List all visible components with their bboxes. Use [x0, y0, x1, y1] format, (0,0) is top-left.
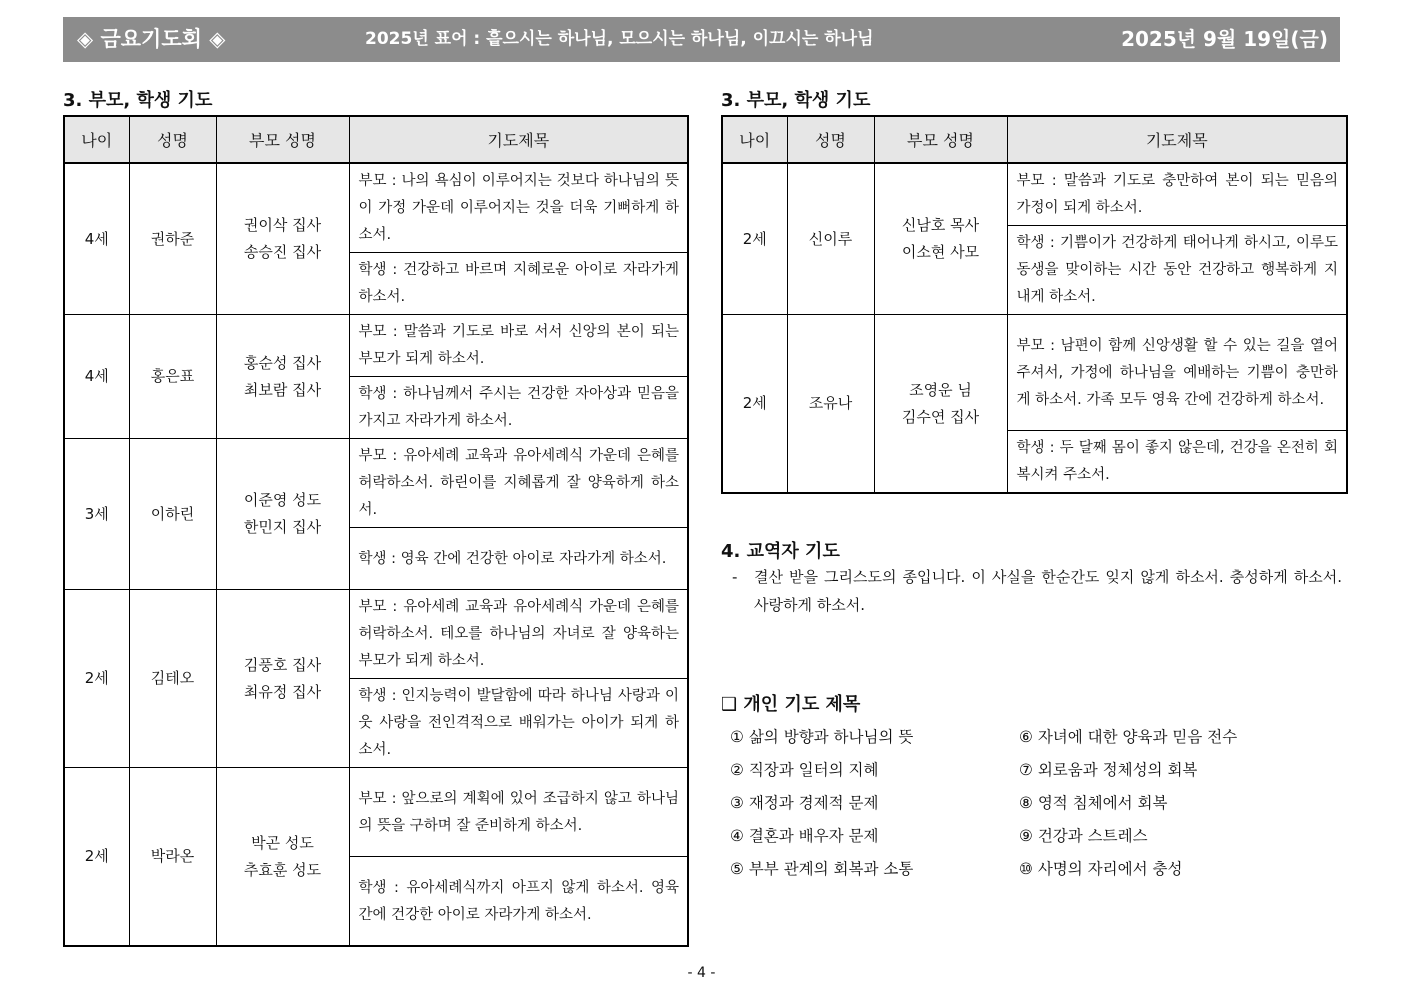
parents-cell	[216, 163, 349, 315]
parent-name: 홍순성 집사	[243, 353, 322, 372]
pastor-prayer	[732, 563, 1342, 619]
student-prayer: 학생 : 유아세례식까지 아프지 않게 하소서. 영육 간에 건강한 아이로 자라가게 하소서.	[349, 857, 688, 947]
table-header-row	[722, 116, 1347, 163]
student-prayer: 학생 : 하나님께서 주시는 건강한 자아상과 믿음을 가지고 자라가게 하소서.	[349, 377, 688, 439]
table-row	[64, 590, 688, 679]
age-cell: 2세	[722, 163, 787, 315]
age-cell: 4세	[64, 163, 129, 315]
student-prayer: 학생 : 두 달째 몸이 좋지 않은데, 건강을 온전히 회복시켜 주소서.	[1007, 431, 1347, 494]
age-cell: 2세	[64, 768, 129, 947]
page-number: - 4 -	[687, 965, 716, 981]
table-row	[722, 315, 1347, 431]
col-header-parents: 부모 성명	[216, 116, 349, 163]
parent-name: 이소현 사모	[901, 243, 980, 261]
pastor-prayer-text: 결산 받을 그리스도의 종입니다. 이 사실을 한순간도 잊지 않게 하소서. 충성하게 하소서. 사랑하게 하소서.	[754, 568, 1342, 614]
parents-cell	[216, 439, 349, 590]
parent-name: 신남호 목사	[901, 216, 980, 234]
right-prayer-table	[721, 115, 1348, 494]
header-motto: 2025년 표어 : 흩으시는 하나님, 모으시는 하나님, 이끄시는 하나님	[365, 29, 874, 49]
name-cell: 조유나	[787, 315, 874, 494]
list-item: ③ 재정과 경제적 문제	[730, 794, 879, 812]
age-cell: 3세	[64, 439, 129, 590]
parent-prayer: 부모 : 말씀과 기도로 바로 서서 신앙의 본이 되는 부모가 되게 하소서.	[349, 315, 688, 377]
header-date: 2025년 9월 19일(금)	[1121, 27, 1328, 51]
parents-cell	[216, 315, 349, 439]
parent-name: 김수연 집사	[901, 407, 980, 426]
parent-name: 박곤 성도	[251, 833, 314, 852]
left-section-title: 3. 부모, 학생 기도	[63, 90, 213, 111]
pastor-section-title: 4. 교역자 기도	[721, 541, 840, 562]
name-cell: 홍은표	[129, 315, 216, 439]
parents-cell	[874, 163, 1007, 315]
parent-name: 조영운 님	[909, 380, 972, 399]
personal-section-title: ❑ 개인 기도 제목	[721, 694, 861, 715]
age-cell: 2세	[722, 315, 787, 494]
student-prayer: 학생 : 인지능력이 발달함에 따라 하나님 사랑과 이웃 사랑을 전인격적으로 배워가는 아이가 되게 하소서.	[349, 679, 688, 768]
parent-name: 추효훈 성도	[243, 860, 322, 879]
col-header-prayer: 기도제목	[349, 116, 688, 163]
dash-marker: -	[732, 568, 738, 586]
age-cell: 4세	[64, 315, 129, 439]
name-cell: 이하린	[129, 439, 216, 590]
age-cell: 2세	[64, 590, 129, 768]
parent-name: 송승진 집사	[243, 243, 322, 261]
name-cell: 박라온	[129, 768, 216, 947]
list-item: ① 삶의 방향과 하나님의 뜻	[730, 728, 914, 746]
parent-prayer: 부모 : 유아세례 교육과 유아세례식 가운데 은혜를 허락하소서. 테오를 하나님의 자녀로 잘 양육하는 부모가 되게 하소서.	[349, 590, 688, 679]
list-item: ⑩ 사명의 자리에서 충성	[1019, 860, 1183, 878]
col-header-parents: 부모 성명	[874, 116, 1007, 163]
left-prayer-table	[63, 115, 689, 947]
table-row	[64, 163, 688, 253]
list-item: ⑨ 건강과 스트레스	[1019, 827, 1148, 845]
name-cell: 권하준	[129, 163, 216, 315]
student-prayer: 학생 : 건강하고 바르며 지혜로운 아이로 자라가게 하소서.	[349, 253, 688, 315]
student-prayer: 학생 : 영육 간에 건강한 아이로 자라가게 하소서.	[349, 528, 688, 590]
parent-prayer: 부모 : 남편이 함께 신앙생활 할 수 있는 길을 열어 주셔서, 가정에 하나님을 예배하는 기쁨이 충만하게 하소서. 가족 모두 영육 간에 건강하게 하소서.	[1007, 315, 1347, 431]
parent-name: 김풍호 집사	[243, 655, 322, 674]
table-row	[722, 163, 1347, 226]
parent-prayer: 부모 : 앞으로의 계획에 있어 조급하지 않고 하나님의 뜻을 구하며 잘 준비하게 하소서.	[349, 768, 688, 857]
parents-cell	[216, 590, 349, 768]
name-cell: 김테오	[129, 590, 216, 768]
personal-list-left	[730, 724, 913, 889]
list-item: ⑧ 영적 침체에서 회복	[1019, 794, 1168, 812]
parent-name: 최보람 집사	[243, 380, 322, 399]
table-row	[64, 315, 688, 377]
parent-name: 최유정 집사	[243, 682, 322, 701]
parent-prayer: 부모 : 나의 욕심이 이루어지는 것보다 하나님의 뜻이 가정 가운데 이루어지는 것을 더욱 기뻐하게 하소서.	[349, 163, 688, 253]
student-prayer: 학생 : 기쁨이가 건강하게 태어나게 하시고, 이루도 동생을 맞이하는 시간 동안 건강하고 행복하게 지내게 하소서.	[1007, 226, 1347, 315]
list-item: ⑥ 자녀에 대한 양육과 믿음 전수	[1019, 728, 1238, 746]
right-section-title: 3. 부모, 학생 기도	[721, 90, 871, 111]
table-row	[64, 768, 688, 857]
parent-prayer: 부모 : 말씀과 기도로 충만하여 본이 되는 믿음의 가정이 되게 하소서.	[1007, 163, 1347, 226]
list-item: ⑤ 부부 관계의 회복과 소통	[730, 860, 914, 878]
col-header-age: 나이	[64, 116, 129, 163]
list-item: ⑦ 외로움과 정체성의 회복	[1019, 761, 1198, 779]
personal-list-right	[1019, 724, 1237, 889]
list-item: ② 직장과 일터의 지혜	[730, 761, 879, 779]
parent-name: 한민지 집사	[243, 518, 322, 536]
col-header-name: 성명	[787, 116, 874, 163]
parents-cell	[874, 315, 1007, 494]
list-item: ④ 결혼과 배우자 문제	[730, 827, 879, 845]
parent-name: 권이삭 집사	[243, 216, 322, 234]
page-header	[63, 17, 1340, 62]
col-header-age: 나이	[722, 116, 787, 163]
header-title: ◈ 금요기도회 ◈	[77, 27, 226, 51]
table-row	[64, 439, 688, 528]
col-header-name: 성명	[129, 116, 216, 163]
parent-prayer: 부모 : 유아세례 교육과 유아세례식 가운데 은혜를 허락하소서. 하린이를 지혜롭게 잘 양육하게 하소서.	[349, 439, 688, 528]
col-header-prayer: 기도제목	[1007, 116, 1347, 163]
table-header-row	[64, 116, 688, 163]
parents-cell	[216, 768, 349, 947]
parent-name: 이준영 성도	[243, 491, 322, 509]
name-cell: 신이루	[787, 163, 874, 315]
